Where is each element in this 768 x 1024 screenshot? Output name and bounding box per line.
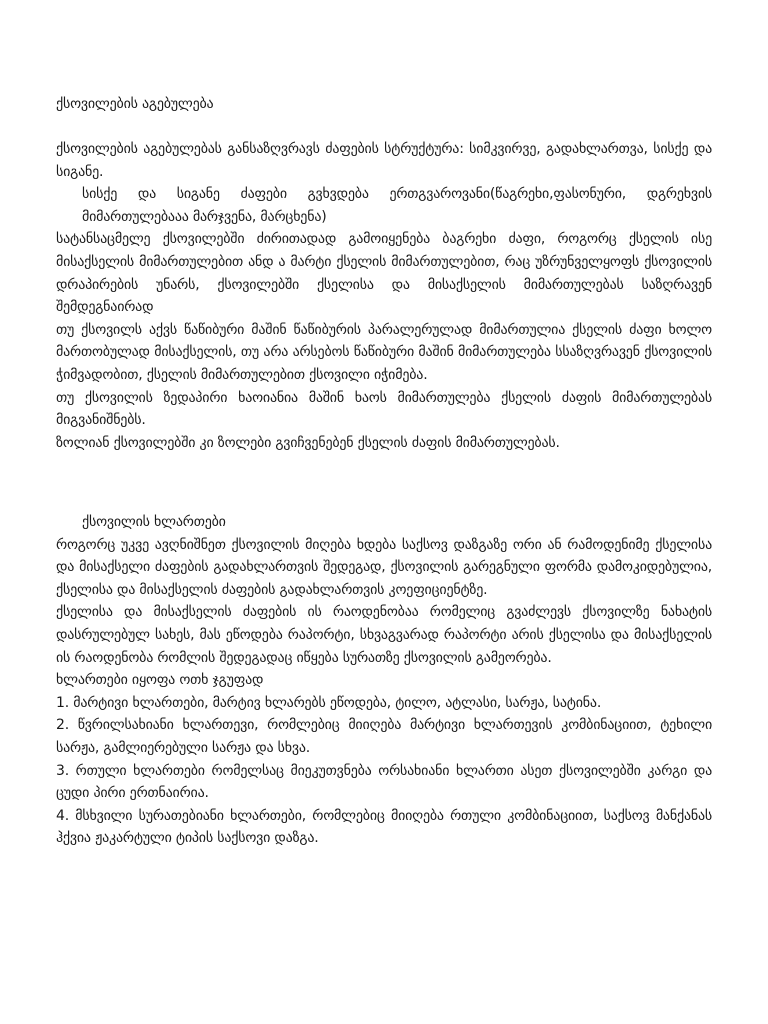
paragraph: სატანსაცმელე ქსოვილებში ძირითადად გამოიყენება ბაგრეხი ძაფი, როგორც ქსელის ისე მისაქსელის მიმართულებით ანდ ა მარტი ქსელის მიმართულებით, რაც უზრუნველყოფს ქსოვილის დრაპირების უნარს, ქსოვილებში ქსელისა და მისაქსელის მიმართულებას საზღრავენ შემდეგნაირად [56,231,712,316]
list-item: 4. მსხვილი სურათებიანი ხლართები, რომლებიც მიიღება რთული კომბინაციით, საქსოვ მანქანას ჰქვია ჟაკარტული ტიპის საქსოვი დაზგა. [56,807,712,847]
list-item: 1. მარტივი ხლართები, მარტივ ხლარებს ეწოდება, ტილო, ატლასი, სარჟა, სატინა. [56,694,602,711]
paragraph: ხლართები იყოფა ოთხ ჯგუფად [56,672,264,689]
list-item: 3. რთული ხლართები რომელსაც მიეკუთვნება ორსახიანი ხლართი ასეთ ქსოვილებში კარგი და ცუდი პირი ერთნაირია. [56,762,712,802]
section-heading: ქსოვილის ხლართები [82,514,226,530]
paragraph: ქსელისა და მისაქსელის ძაფების ის რაოდენობაა რომელიც გვაძლევს ქსოვილზე ნახატის დასრულებულ სახეს, მას ეწოდება რაპორტი, სხვაგვარად რაპორტი არის ქსელისა და მისაქსელის ის რაოდენობა რომლის შედეგადაც იწყება სურათზე ქსოვილის გამეორება. [56,604,712,666]
list-item: 2. წვრილსახიანი ხლართევი, რომლებიც მიიღება მარტივი ხლართევის კომბინაციით, ტეხილი სარჟა, გამლიერებული სარჟა და სხვა. [56,717,712,756]
paragraph: ზოლიან ქსოვილებში კი ზოლები გვიჩვენებენ ქსელის ძაფის მიმართულებას. [56,434,560,451]
paragraph: თუ ქსოვილს აქვს წაწიბური მაშინ წაწიბურის პარალერულად მიმართულია ქსელის ძაფი ხოლო მართობულად მისაქსელის, თუ არა არსებოს წაწიბური მაშინ მიმართულება სსაზღვრავენ ქსოვილის ჭიმვადობით, ქსელის მიმართულებით ქსოვილი იჭიმება. [56,321,712,383]
paragraph: ქსოვილების აგებულებას განსაზღვრავს ძაფების სტრუქტურა: სიმკვირვე, გადახლართვა, სისქე და სიგანე. [56,141,712,180]
paragraph: თუ ქსოვილის ზედაპირი ხაოიანია მაშინ ხაოს მიმართულება ქსელის ძაფის მიმართულებას მიგვანიშნებს. [56,389,712,429]
document-title: ქსოვილების აგებულება [56,96,214,112]
paragraph: როგორც უკვე ავღნიშნეთ ქსოვილის მიღება ხდება საქსოვ დაზგაზე ორი ან რამოდენიმე ქსელისა და მისაქსელი ძაფების გადახლართვის შედეგად, ქსოვილის გარეგნული ფორმა დამოკიდებულია, ქსელისა და მისაქსელის ძაფების გადახლართვის კოეფიციენტზე. [56,536,712,598]
section-fabric-structure [56,138,712,454]
section-fabric-weaves [56,511,712,850]
paragraph: სისქე და სიგანე ძაფები გვხვდება ერთგვაროვანი(წაგრეხი,ფასონური, დგრეხვის მიმართულებააა მარჯვენა, მარცხენა) [82,186,712,225]
